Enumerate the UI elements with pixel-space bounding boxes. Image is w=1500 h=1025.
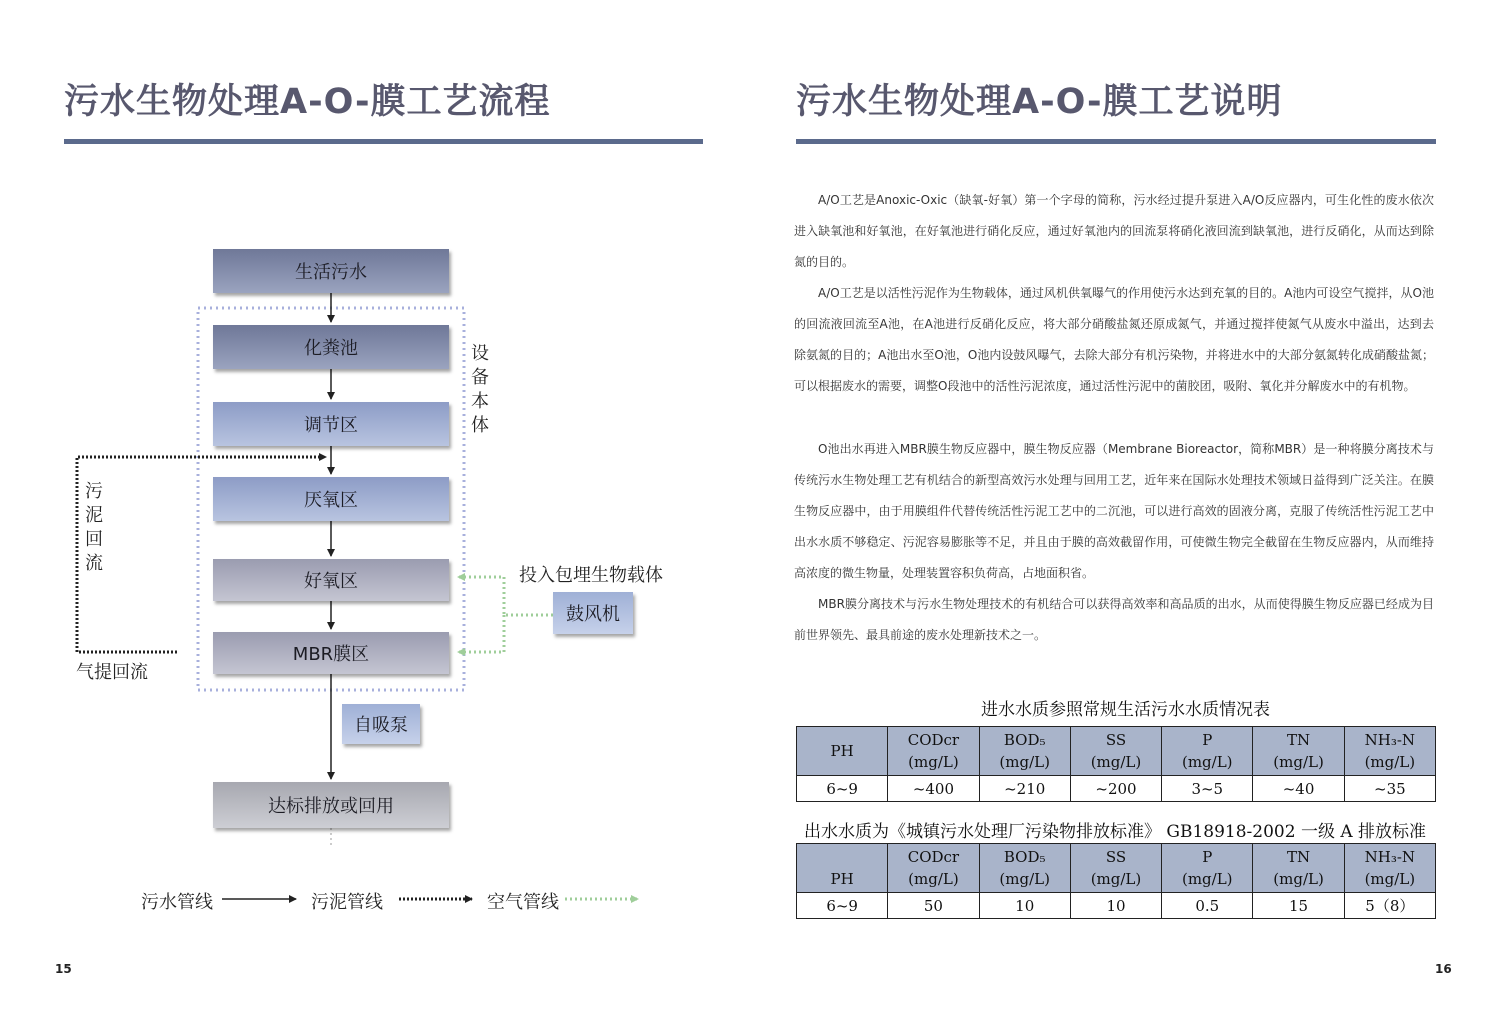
header-cell: SS (mg/L): [1070, 727, 1161, 776]
carrier-label: 投入包埋生物载体: [519, 565, 663, 586]
header-cell: P (mg/L): [1162, 727, 1253, 776]
value-cell: 5（8）: [1344, 893, 1435, 919]
header-cell: P (mg/L): [1162, 844, 1253, 893]
inflow-quality-table: [796, 726, 1436, 802]
self-priming-pump-box: 自吸泵: [342, 704, 420, 744]
header-cell: CODcr (mg/L): [888, 844, 979, 893]
header-cell: BOD₅ (mg/L): [979, 844, 1070, 893]
right-page-number: 16: [1435, 962, 1452, 976]
table-header-row: [797, 844, 1436, 893]
equipment-body-label: 设备本体: [471, 343, 489, 436]
header-cell: CODcr (mg/L): [888, 727, 979, 776]
table-row: [797, 893, 1436, 919]
right-title-rule: [796, 139, 1436, 144]
legend-sewage-label: 污水管线: [141, 892, 213, 913]
left-page-title: 污水生物处理A-O-膜工艺流程: [64, 82, 551, 122]
header-cell: NH₃-N (mg/L): [1344, 844, 1435, 893]
flow-step-discharge: 达标排放或回用: [213, 782, 449, 828]
value-cell: 6~9: [797, 893, 888, 919]
legend-sludge-label: 污泥管线: [311, 892, 383, 913]
table-header-row: [797, 727, 1436, 776]
effluent-standard-table: [796, 843, 1436, 919]
paragraph-mbr-summary: MBR膜分离技术与污水生物处理技术的有机结合可以获得高效率和高品质的出水，从而使得膜生物反应器已经成为目前世界领先、最具前途的废水处理新技术之一。: [794, 597, 1434, 642]
value-cell: ~210: [979, 776, 1070, 802]
header-cell: PH: [797, 727, 888, 776]
value-cell: 15: [1253, 893, 1344, 919]
value-cell: 10: [979, 893, 1070, 919]
header-cell: BOD₅ (mg/L): [979, 727, 1070, 776]
value-cell: ~200: [1070, 776, 1161, 802]
value-cell: ~400: [888, 776, 979, 802]
legend-air-label: 空气管线: [487, 892, 559, 913]
blower-box: 鼓风机: [553, 592, 633, 634]
inflow-table-caption: 进水水质参照常规生活污水水质情况表: [981, 700, 1270, 720]
effluent-table-caption: 出水水质为《城镇污水处理厂污染物排放标准》 GB18918-2002 一级 A 排放标准: [804, 822, 1427, 842]
paragraph-mbr: O池出水再进入MBR膜生物反应器中，膜生物反应器（Membrane Bioreactor，简称MBR）是一种将膜分离技术与传统污水生物处理工艺有机结合的新型高效污水处理与回用工艺，近年来在国际水处理技术领域日益得到广泛关注。在膜生物反应器中，由于用膜组件代替传统活性污泥工艺中的二沉池，可以进行高效的固液分离，克服了传统活性污泥工艺中出水水质不够稳定、污泥容易膨胀等不足，并且由于膜的高效截留作用，可使微生物完全截留在生物反应器内，从而维持高浓度的微生物量，处理装置容积负荷高，占地面积省。: [794, 442, 1434, 580]
flow-step-regulating-zone: 调节区: [213, 402, 449, 446]
value-cell: 50: [888, 893, 979, 919]
paragraph-ao-process: A/O工艺是以活性污泥作为生物载体，通过风机供氧曝气的作用使污水达到充氧的目的。A池内可设空气搅拌，从O池的回流液回流至A池，在A池进行反硝化反应，将大部分硝酸盐氮还原成氮气，并通过搅拌使氮气从废水中溢出，达到去除氨氮的目的；A池出水至O池，O池内设鼓风曝气，去除大部分有机污染物，并将进水中的大部分氨氮转化成硝酸盐氮；可以根据废水的需要，调整O段池中的活性污泥浓度，通过活性污泥中的菌胶团，吸附、氧化并分解废水中的有机物。: [794, 286, 1434, 393]
value-cell: ~40: [1253, 776, 1344, 802]
header-cell: TN (mg/L): [1253, 727, 1344, 776]
header-cell: PH: [797, 844, 888, 893]
right-page-title: 污水生物处理A-O-膜工艺说明: [796, 82, 1283, 122]
flow-step-domestic-sewage: 生活污水: [213, 249, 449, 293]
value-cell: 10: [1070, 893, 1161, 919]
paragraph-ao-definition: A/O工艺是Anoxic-Oxic（缺氧-好氧）第一个字母的简称，污水经过提升泵进入A/O反应器内，可生化性的废水依次进入缺氧池和好氧池，在好氧池进行硝化反应，通过好氧池内的回流泵将硝化液回流到缺氧池，进行反硝化，从而达到除氮的目的。: [794, 193, 1434, 269]
flow-step-anaerobic-zone: 厌氧区: [213, 477, 449, 521]
flow-step-septic-tank: 化粪池: [213, 325, 449, 369]
value-cell: ~35: [1344, 776, 1435, 802]
header-cell: SS (mg/L): [1070, 844, 1161, 893]
flow-step-aerobic-zone: 好氧区: [213, 559, 449, 601]
air-lift-return-label: 气提回流: [76, 662, 148, 683]
flow-step-mbr-zone: MBR膜区: [213, 632, 449, 674]
left-page-number: 15: [55, 962, 72, 976]
table-row: [797, 776, 1436, 802]
value-cell: 3~5: [1162, 776, 1253, 802]
sludge-return-label: 污泥回流: [85, 481, 103, 574]
value-cell: 6~9: [797, 776, 888, 802]
header-cell: NH₃-N (mg/L): [1344, 727, 1435, 776]
value-cell: 0.5: [1162, 893, 1253, 919]
header-cell: TN (mg/L): [1253, 844, 1344, 893]
